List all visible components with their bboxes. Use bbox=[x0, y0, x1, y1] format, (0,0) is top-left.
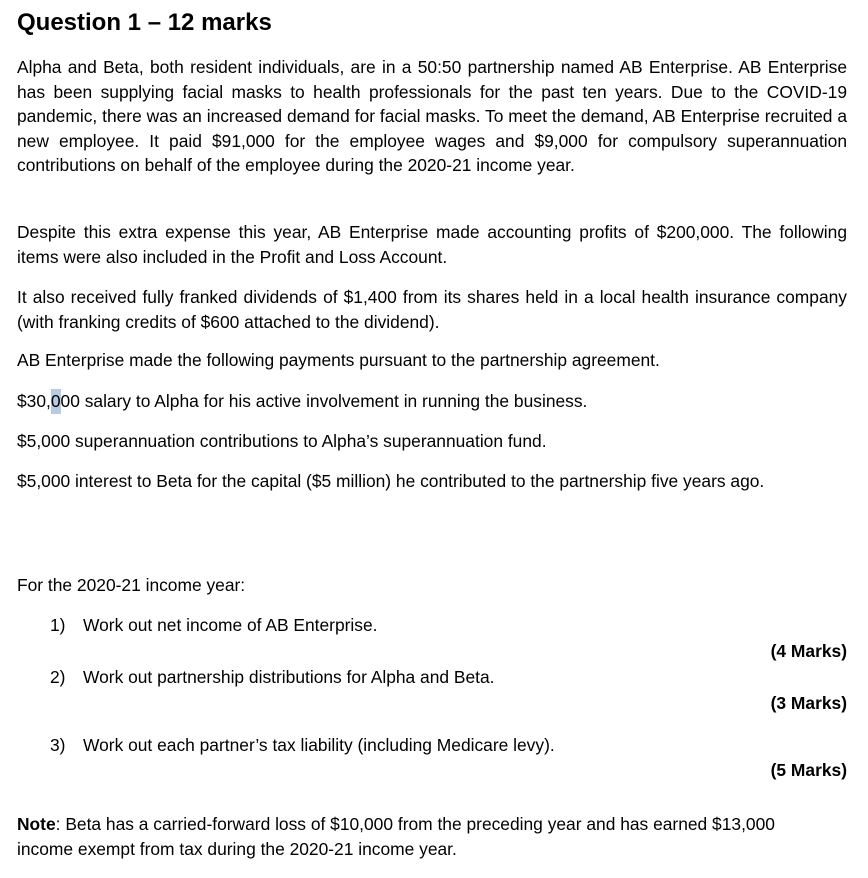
salary-text-start: $30, bbox=[17, 391, 51, 411]
task-number: 2) bbox=[50, 667, 66, 687]
task-text: Work out partnership distributions for Alpha and Beta. bbox=[83, 667, 495, 687]
task-number: 3) bbox=[50, 735, 66, 755]
task-2-marks: (3 Marks) bbox=[770, 693, 847, 713]
task-text: Work out net income of AB Enterprise. bbox=[83, 615, 378, 635]
task-3-marks: (5 Marks) bbox=[770, 760, 847, 780]
salary-payment-line[interactable] bbox=[17, 389, 847, 414]
note-text: : Beta has a carried-forward loss of $10,000 from the preceding year and has earned $13,000 income exempt from tax during the 2020-21 income year. bbox=[17, 814, 775, 859]
scenario-paragraph-1: Alpha and Beta, both resident individuals, are in a 50:50 partnership named AB Enterprise. AB Enterprise has been supplying facial masks to health professionals for the past ten years. Due to the COVID-19 pandemic, there was an increased demand for facial masks. To meet the demand, AB Enterprise recruited a new employee. It paid $91,000 for the employee wages and $9,000 for compulsory superannuation contributions on behalf of the employee during the 2020-21 income year. bbox=[17, 57, 847, 176]
tasks-intro: For the 2020-21 income year: bbox=[17, 575, 246, 595]
question-title: Question 1 – 12 marks bbox=[17, 9, 272, 36]
task-item-2 bbox=[50, 665, 495, 689]
task-1-marks: (4 Marks) bbox=[770, 641, 847, 661]
interest-payment-line: $5,000 interest to Beta for the capital ($5 million) he contributed to the partnership five years ago. bbox=[17, 471, 765, 491]
note-label: Note bbox=[17, 814, 56, 834]
scenario-paragraph-4: AB Enterprise made the following payments pursuant to the partnership agreement. bbox=[17, 350, 660, 370]
scenario-paragraph-2: Despite this extra expense this year, AB Enterprise made accounting profits of $200,000. The following items were also included in the Profit and Loss Account. bbox=[17, 222, 847, 267]
task-number: 1) bbox=[50, 615, 66, 635]
salary-text-end: 00 salary to Alpha for his active involvement in running the business. bbox=[60, 391, 588, 411]
note-paragraph bbox=[17, 812, 832, 861]
scenario-paragraph-3: It also received fully franked dividends of $1,400 from its shares held in a local health insurance company (with franking credits of $600 attached to the dividend). bbox=[17, 287, 847, 332]
task-text: Work out each partner’s tax liability (including Medicare levy). bbox=[83, 735, 555, 755]
text-selection-cursor[interactable]: 0 bbox=[51, 389, 61, 414]
task-item-3 bbox=[50, 733, 555, 757]
super-payment-line: $5,000 superannuation contributions to Alpha’s superannuation fund. bbox=[17, 431, 547, 451]
task-item-1 bbox=[50, 613, 378, 637]
